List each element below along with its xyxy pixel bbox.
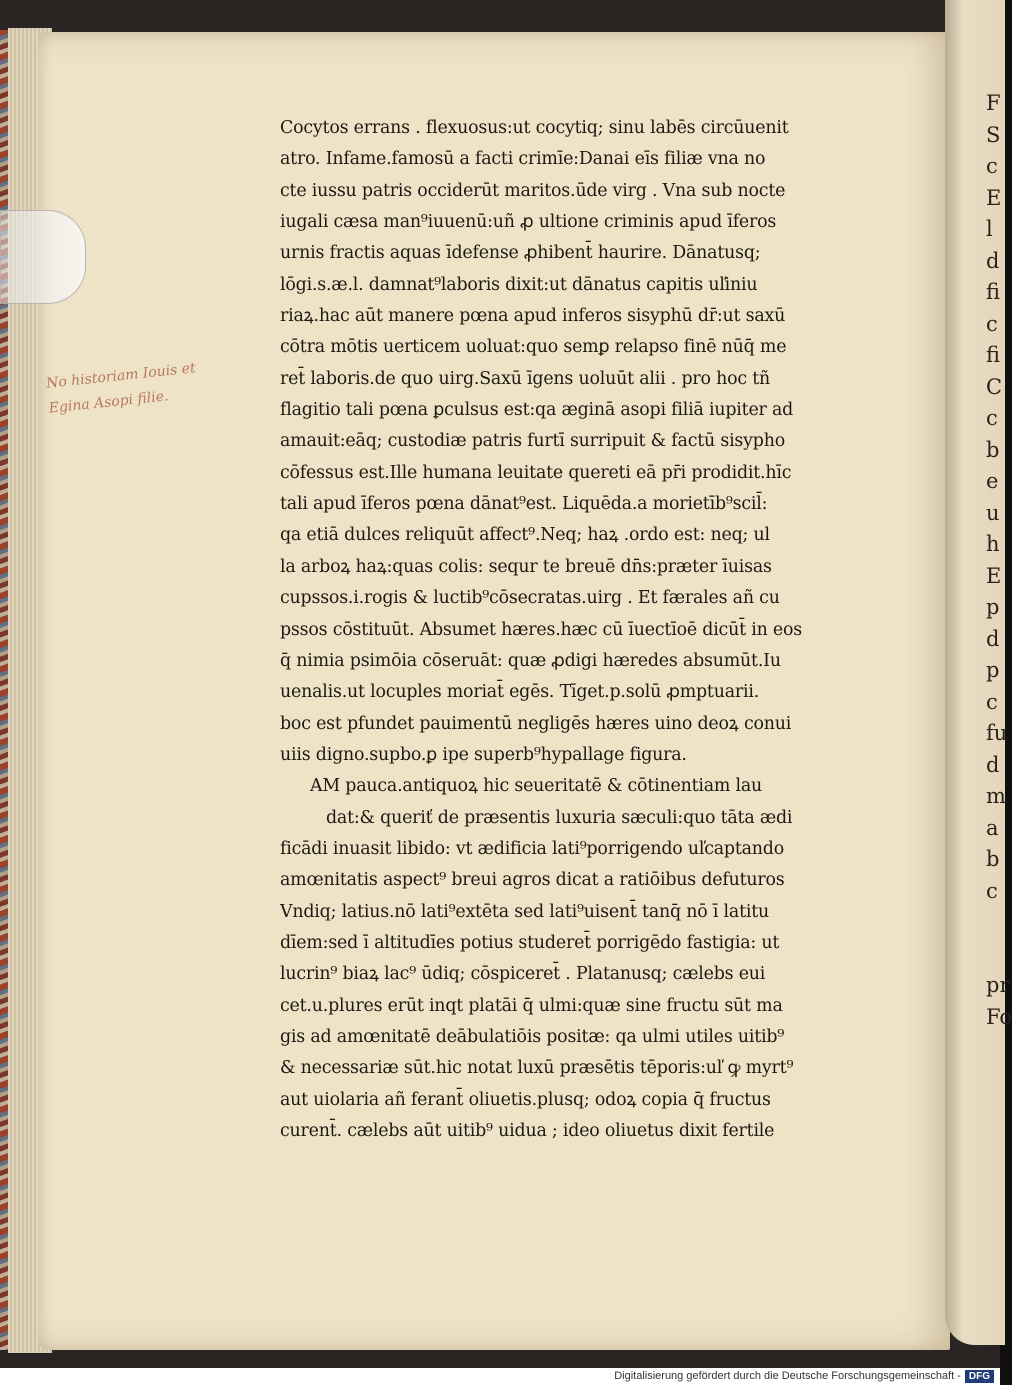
funding-footer [0,1368,1000,1385]
text-line: q̄ nimia psimōia cōseruāt: quæ ꝓdigi hæredes absumūt.Iu [280,650,781,671]
text-line: aut uiolaria añ ferant̄ oliuetis.plusq; odoꝝ copia q̄ fructus [280,1089,771,1110]
footer-text: Digitalisierung gefördert durch die Deutsche Forschungsgemeinschaft - [614,1370,961,1382]
text-line: & necessariæ sūt.hic notat luxū præsētis tēporis:uľ ꝙ myrt⁹ [280,1058,794,1079]
text-line: urnis fractis aquas īdefense ꝓhibent̄ haurire. Dānatusq; [280,243,761,264]
marginalia-line: No historiam Iouis et [45,360,197,392]
text-line: cupssos.i.rogis & luctib⁹cōsecratas.uirg . Et færales añ cu [280,588,780,609]
text-line: lōgi.s.æ.l. damnat⁹laboris dixit:ut dānatus capitis uľiniu [280,274,758,295]
marginalia-line: Egina Asopi filie. [48,388,170,417]
text-line: dat:& queriť de præsentis luxuria sæculi:quo tāta ædi [326,807,793,828]
text-line: Vndiq; latius.nō lati⁹extēta sed lati⁹uisent̄ tanq̄ nō ī latitu [280,901,770,922]
printed-text-block [280,113,840,1147]
dfg-logo: DFG [965,1370,994,1383]
text-line: boc est pfundet pauimentū negligēs hæres uino deoꝝ conui [280,713,792,734]
text-line: dīem:sed ī altitudīes potius studeret̄ porrigēdo fastigia: ut [280,932,780,953]
text-line: iugali cæsa man⁹iuuenū:uñ ꝓ ultione criminis apud īferos [280,212,777,233]
text-line: atro. Infame.famosū a facti crimīe:Danai eīs filiæ vna no [280,149,766,170]
text-line: lucrin⁹ biaꝝ lac⁹ ūdiq; cōspiceret̄ . Platanusq; cælebs eui [280,964,766,985]
right-page-visible-letters: F S c E l d fi c fi C c b e u h E p d p c fu d m a b c pr Fo [986,91,1012,1029]
text-line: cōtra mōtis uerticem uoluat:quo semꝑ relapso finē nūq̄ me [280,337,787,358]
text-line: amœnitatis aspect⁹ breui agros dicat a ratiōibus defuturos [280,870,785,891]
text-line: flagitio tali pœna ꝑculsus est:qa æginā asopi filiā iupiter ad [280,400,794,421]
text-line: gis ad amœnitatē deābulatiōis positæ: qa ulmi utiles uitib⁹ [280,1026,785,1047]
text-line: cte iussu patris occiderūt maritos.ūde virg . Vna sub nocte [280,180,786,201]
text-line: tali apud īferos pœna dānat⁹est. Liquēda.a morietīb⁹scil̄: [280,494,768,515]
text-line: ret̄ laboris.de quo uirg.Saxū īgens uoluūt alii . pro hoc tñ [280,368,771,389]
paper-clip [0,210,86,304]
text-line: cōfessus est.Ille humana leuitate quereti eā pr̄i prodidit.hīc [280,462,792,483]
text-line: amauit:eāq; custodiæ patris furtī surripuit & factū sisypho [280,431,785,452]
text-line: riaꝝ.hac aūt manere pœna apud inferos sisyphū dr̄:ut saxū [280,306,786,327]
text-line: cet.u.plures erūt inqt platāi q̄ ulmi:quæ sine fructu sūt ma [280,995,783,1016]
text-line: la arboꝝ haꝝ:quas colis: sequr te breuē dn̄s:præter īuisas [280,556,772,577]
text-line: uiis digno.supbo.ꝑ ipe superb⁹hypallage figura. [280,744,687,765]
text-line: Cocytos errans . flexuosus:ut cocytiq; sinu labēs circūuenit [280,118,789,138]
text-line: AM pauca.antiquoꝝ hic seueritatē & cōtinentiam lau [310,776,763,797]
text-line: pssos cōstituūt. Absumet hæres.hæc cū īuectīoē dicūt̄ in eos [280,619,802,640]
text-line: ficādi inuasit libido: vt ædificia lati⁹porrigendo uľcaptando [280,838,785,859]
text-line: qa etiā dulces reliquūt affect⁹.Neq; haꝝ .ordo est: neq; ul [280,525,770,546]
text-line: curent̄. cælebs aūt uitib⁹ uidua ; ideo oliuetus dixit fertile [280,1121,775,1141]
text-line: uenalis.ut locuples moriat̄ egēs. Tīget.p.solū ꝓmptuarii. [280,682,760,703]
